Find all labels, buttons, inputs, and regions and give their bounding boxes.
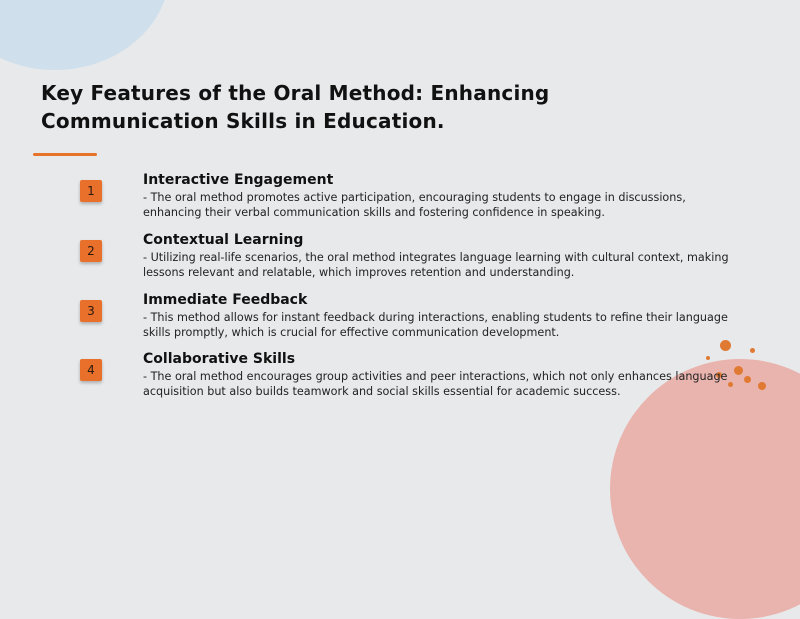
feature-heading: Immediate Feedback	[143, 292, 308, 308]
feature-description: - This method allows for instant feedback during interactions, enabling students to refine their language skills promptly, which is crucial for effective communication development.	[143, 311, 728, 339]
feature-heading: Interactive Engagement	[143, 172, 334, 188]
feature-heading: Collaborative Skills	[143, 351, 296, 367]
number-badge: 1	[80, 180, 102, 202]
number-badge: 3	[80, 300, 102, 322]
number-badge: 4	[80, 359, 102, 381]
feature-description: - The oral method promotes active participation, encouraging students to engage in discussions, enhancing their verbal communication skills and fostering confidence in speaking.	[143, 191, 686, 219]
feature-description: - The oral method encourages group activities and peer interactions, which not only enhances language acquisition but also builds teamwork and social skills essential for academic success.	[143, 370, 728, 398]
feature-heading: Contextual Learning	[143, 232, 304, 248]
slide-title: Key Features of the Oral Method: Enhancing Communication Skills in Education.	[41, 81, 550, 133]
feature-item	[0, 231, 800, 287]
decorative-blob-top-left	[0, 0, 170, 70]
feature-item	[0, 171, 800, 227]
feature-description: - Utilizing real-life scenarios, the oral method integrates language learning with cultural context, making lessons relevant and relatable, which improves retention and understanding.	[143, 251, 729, 279]
feature-item	[0, 291, 800, 347]
number-badge: 2	[80, 240, 102, 262]
title-underline	[33, 153, 97, 156]
feature-item	[0, 350, 800, 406]
